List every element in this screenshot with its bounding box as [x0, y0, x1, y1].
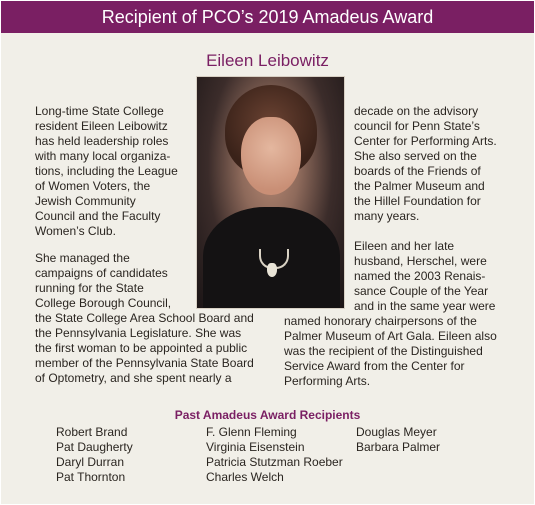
recipient-name: F. Glenn Fleming [206, 425, 297, 439]
text-line: of Optometry, and she spent nearly a [35, 371, 232, 385]
text-line: Performing Arts. [284, 374, 371, 388]
recipient-name: Charles Welch [206, 470, 284, 484]
text-line: named honorary chairpersons of the [284, 314, 477, 328]
text-line: named the 2003 Renais- [354, 269, 486, 283]
past-recipients-column-3 [356, 425, 440, 455]
text-line: and in the same year were [354, 299, 496, 313]
text-line: College Borough Council, [35, 296, 172, 310]
text-line: has held leadership roles [35, 134, 169, 148]
text-line: member of the Pennsylvania State Board [35, 356, 254, 370]
award-banner-title: Recipient of PCO’s 2019 Amadeus Award [1, 1, 534, 33]
text-line: running for the State [35, 281, 144, 295]
portrait-face [241, 117, 301, 195]
text-line: campaigns of candidates [35, 266, 168, 280]
recipient-name: Daryl Durran [56, 455, 125, 469]
portrait-pendant [267, 263, 277, 277]
bio-left-paragraph-1 [35, 104, 178, 239]
text-line: was the recipient of the Distinguished [284, 344, 483, 358]
text-line: Palmer Museum of Art Gala. Eileen also [284, 329, 497, 343]
text-line: of Women Voters, the [35, 179, 151, 193]
bio-right-paragraph-2a [354, 239, 495, 314]
text-line: sance Couple of the Year [354, 284, 489, 298]
honoree-name: Eileen Leibowitz [206, 51, 329, 70]
text-line: Long-time State College [35, 104, 164, 118]
text-line: the Palmer Museum and [354, 179, 485, 193]
past-recipients-column-2 [206, 425, 343, 485]
text-line: tions, including the League [35, 164, 178, 178]
recipient-name: Barbara Palmer [356, 440, 441, 454]
text-line: She managed the [35, 251, 130, 265]
text-line: Council and the Faculty [35, 209, 161, 223]
text-line: with many local organiza- [35, 149, 171, 163]
award-panel [1, 1, 534, 504]
text-line: decade on the advisory [354, 104, 479, 118]
text-line: the Pennsylvania Legislature. She was [35, 326, 242, 340]
text-line: many years. [354, 209, 420, 223]
text-line: boards of the Friends of [354, 164, 481, 178]
text-line: Jewish Community [35, 194, 136, 208]
text-line: the Hillel Foundation for [354, 194, 481, 208]
text-line: council for Penn State’s [354, 119, 480, 133]
text-line: Eileen and her late [354, 239, 455, 253]
text-line: Women’s Club. [35, 224, 116, 238]
text-line: the first woman to be appointed a public [35, 341, 248, 355]
past-recipients-heading: Past Amadeus Award Recipients [174, 408, 361, 422]
text-line: She also served on the [354, 149, 477, 163]
text-line: Service Award from the Center for [284, 359, 465, 373]
past-recipients-column-1 [56, 425, 133, 485]
recipient-name: Robert Brand [56, 425, 128, 439]
recipient-name: Douglas Meyer [356, 425, 437, 439]
recipient-name: Virginia Eisenstein [206, 440, 305, 454]
bio-left-paragraph-2 [35, 251, 254, 386]
recipient-name: Pat Thornton [56, 470, 126, 484]
text-line: the State College Area School Board and [35, 311, 254, 325]
recipient-name: Patricia Stutzman Roeber [206, 455, 343, 469]
text-line: Center for Performing Arts. [354, 134, 497, 148]
recipient-name: Pat Daugherty [56, 440, 133, 454]
text-line: husband, Herschel, were [354, 254, 487, 268]
bio-right-paragraph-2b [284, 314, 497, 389]
text-line: resident Eileen Leibowitz [35, 119, 168, 133]
bio-right-paragraph-1 [354, 104, 497, 224]
